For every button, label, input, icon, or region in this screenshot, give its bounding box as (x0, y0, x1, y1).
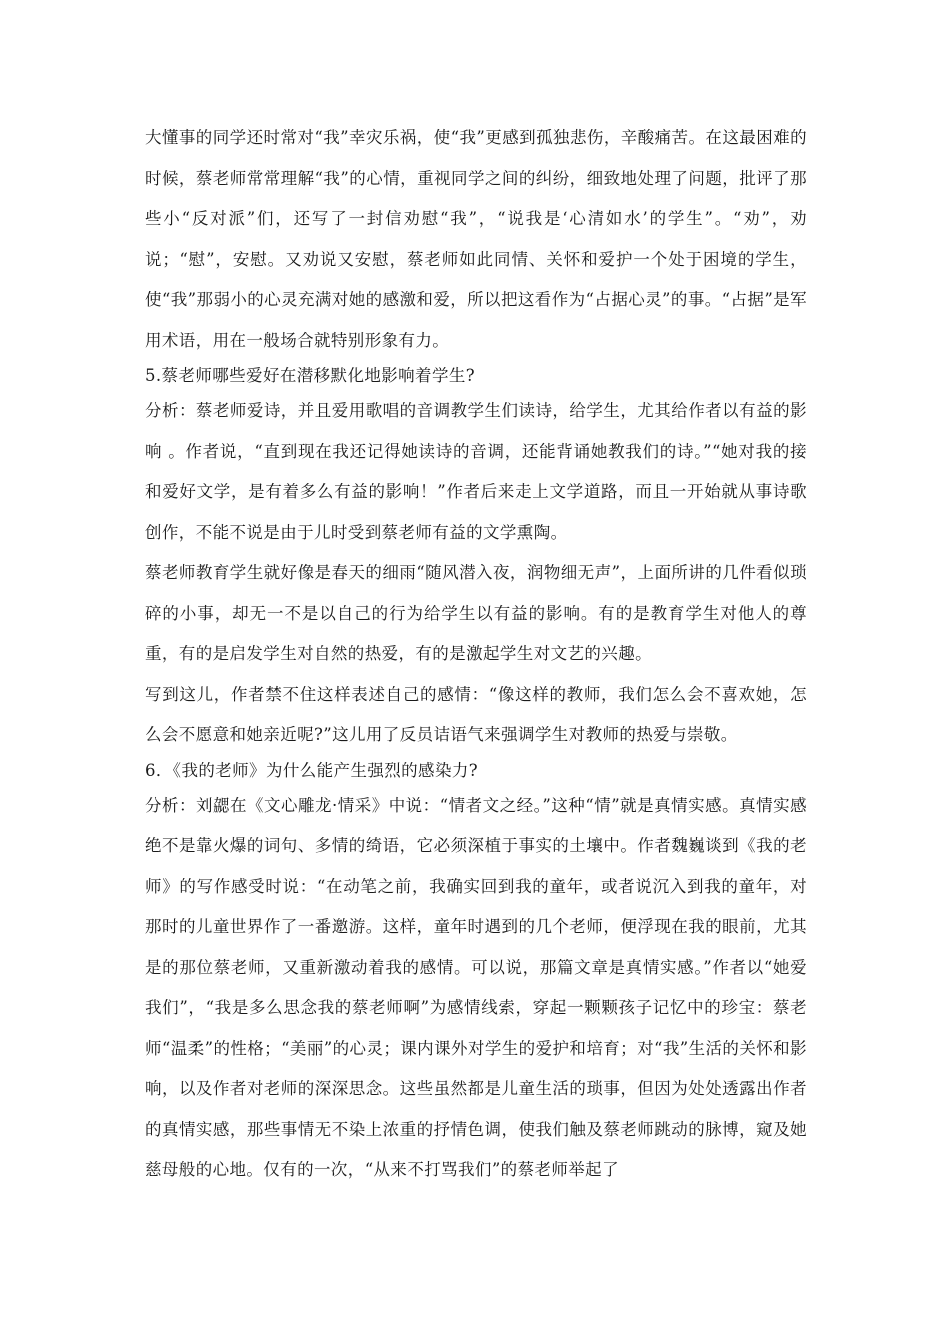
document-body (145, 118, 807, 1191)
paragraph-comfort-analysis: 大懂事的同学还时常对“我”幸灾乐祸，使“我”更感到孤独悲伤，辛酸痛苦。在这最困难的时候，蔡老师常常理解“我”的心情，重视同学之间的纠纷，细致地处理了问题，批评了那些小“反对派”们，还写了一封信劝慰“我”，“说我是‘心清如水’的学生”。“劝”，劝说；“慰”，安慰。又劝说又安慰，蔡老师如此同情、关怀和爱护一个处于困境的学生，使“我”那弱小的心灵充满对她的感激和爱，所以把这看作为“占据心灵”的事。“占据”是军用术语，用在一般场合就特别形象有力。 (145, 128, 807, 350)
paragraph-poetry-analysis: 分析：蔡老师爱诗，并且爱用歌唱的音调教学生们读诗，给学生，尤其给作者以有益的影响 。作者说，“直到现在我还记得她读诗的音调，还能背诵她教我们的诗。”“她对我的接和爱好文学，是有着多么有益的影响！”作者后来走上文学道路，而且一开始就从事诗歌创作，不能不说是由于儿时受到蔡老师有益的文学熏陶。 (145, 401, 807, 542)
question-5-heading: 5.蔡老师哪些爱好在潜移默化地影响着学生? (145, 366, 475, 385)
paragraph-spring-rain: 蔡老师教育学生就好像是春天的细雨“随风潜入夜，润物细无声”，上面所讲的几件看似琐碎的小事，却无一不是以自己的行为给学生以有益的影响。有的是教育学生对他人的尊重，有的是启发学生对自然的热爱，有的是激起学生对文艺的兴趣。 (145, 563, 807, 663)
paragraph-author-feelings: 写到这儿，作者禁不住这样表述自己的感情：“像这样的教师，我们怎么会不喜欢她，怎么会不愿意和她亲近呢?”这儿用了反员诘语气来强调学生对教师的热爱与崇敬。 (145, 684, 807, 744)
paragraph-emotional-appeal: 分析：刘勰在《文心雕龙·情采》中说：“情者文之经。”这种“情”就是真情实感。真情实感绝不是靠火爆的词句、多情的绮语，它必须深植于事实的土壤中。作者魏巍谈到《我的老师》的写作感受时说：“在动笔之前，我确实回到我的童年，或者说沉入到我的童年，对那时的儿童世界作了一番邀游。这样，童年时遇到的几个老师，便浮现在我的眼前，尤其是的那位蔡老师，又重新激动着我的感情。可以说，那篇文章是真情实感。”作者以“她爱我们”，“我是多么思念我的蔡老师啊”为感情线索，穿起一颗颗孩子记忆中的珍宝：蔡老师“温柔”的性格；“美丽”的心灵；课内课外对学生的爱护和培育；对“我”生活的关怀和影响，以及作者对老师的深深思念。这些虽然都是儿童生活的琐事，但因为处处透露出作者的真情实感，那些事情无不染上浓重的抒情色调，使我们触及蔡老师跳动的脉博，窥及她慈母般的心地。仅有的一次，“从来不打骂我们”的蔡老师举起了 (145, 795, 807, 1179)
question-6-heading: 6．《我的老师》为什么能产生强烈的感染力? (145, 760, 478, 780)
